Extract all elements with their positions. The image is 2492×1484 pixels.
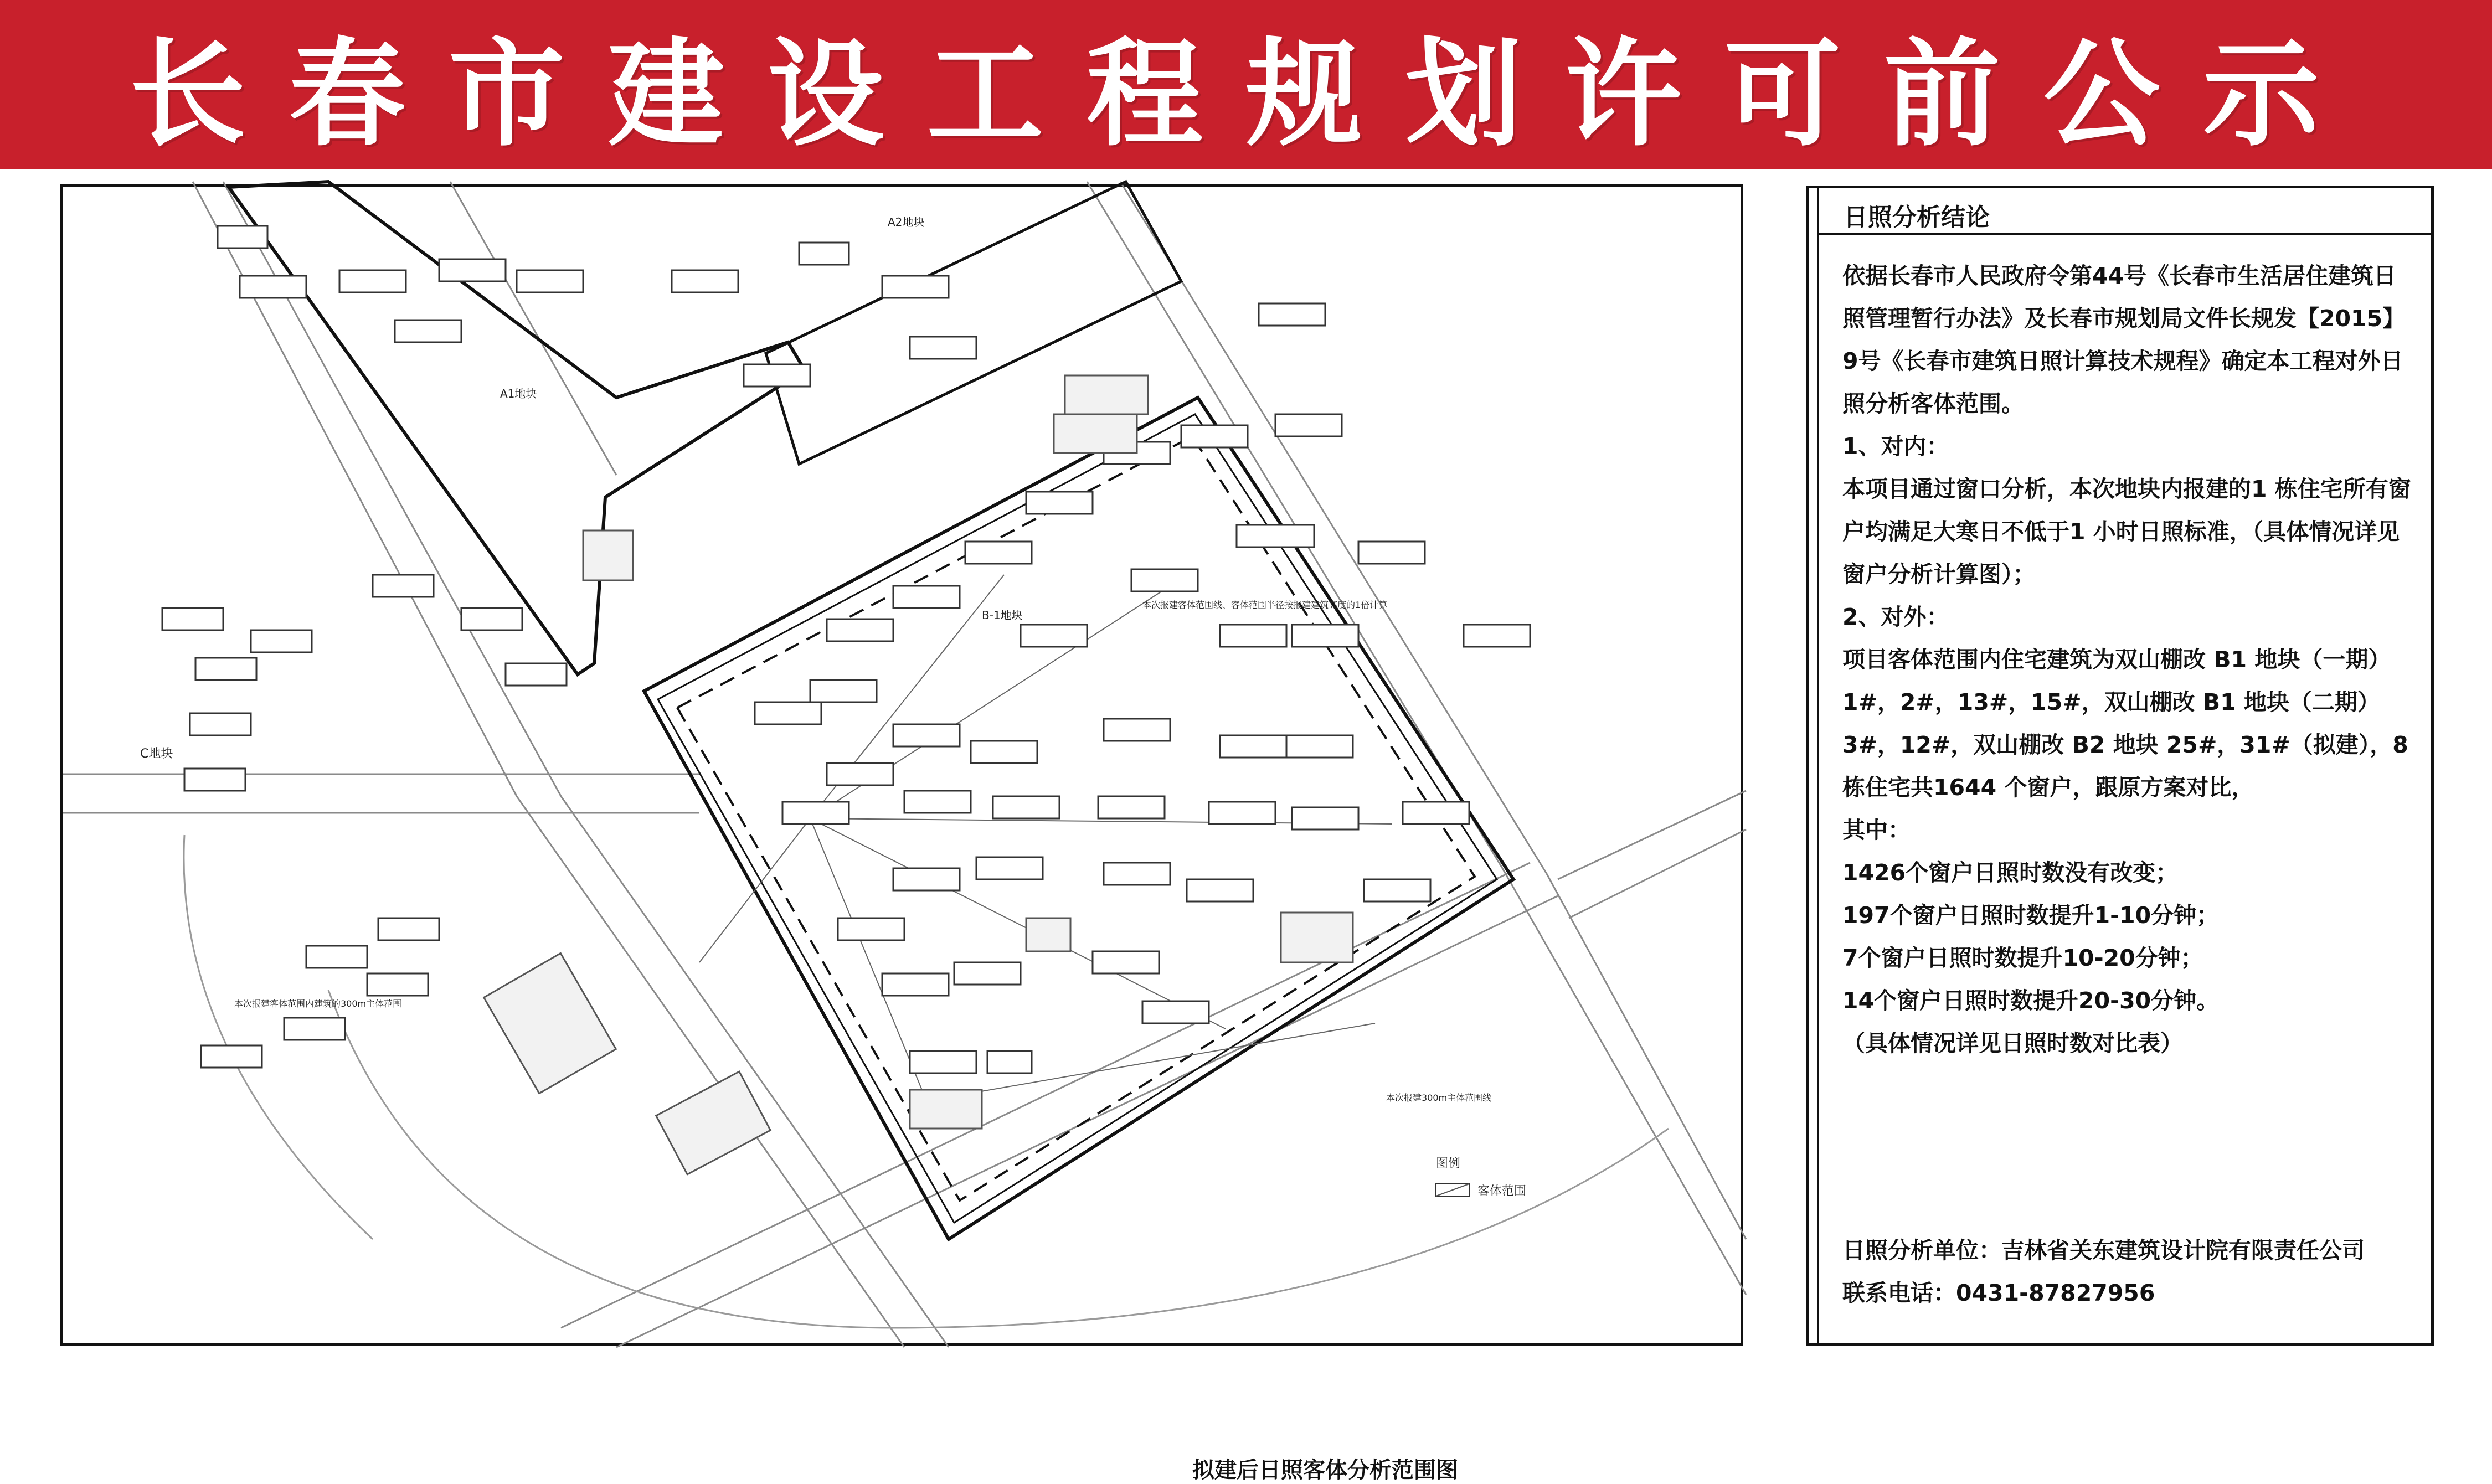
contact-phone: 联系电话：0431-87827956 bbox=[1842, 1280, 2155, 1306]
label-b1-plot: B-1地块 bbox=[982, 609, 1023, 622]
banner-title: 长春市建设工程规划许可前公示 bbox=[129, 26, 2362, 162]
label-scope-note-left: 本次报建客体范围内建筑的300m主体范围 bbox=[234, 998, 402, 1009]
paragraph-internal-heading: 1、对内： bbox=[1842, 433, 1949, 460]
panel-inner-border bbox=[1817, 188, 1819, 1343]
panel-body bbox=[1842, 255, 2418, 1065]
paragraph-unchanged: 1426个窗户日照时数没有改变； bbox=[1842, 859, 2179, 886]
paragraph-increase-20-30: 14个窗户日照时数提升20-30分钟。 bbox=[1842, 987, 2220, 1014]
map-legend bbox=[1436, 1157, 1526, 1198]
panel-footer bbox=[1842, 1229, 2418, 1315]
site-plan-drawing bbox=[63, 187, 1741, 1343]
analysis-unit: 日照分析单位：吉林省关东建筑设计院有限责任公司 bbox=[1842, 1237, 2365, 1264]
label-c-plot: C地块 bbox=[140, 747, 173, 761]
legend-item-label: 客体范围 bbox=[1477, 1184, 1527, 1198]
a1-plot-outline bbox=[229, 182, 805, 674]
site-plan-map bbox=[60, 184, 1743, 1483]
title-banner bbox=[0, 0, 2492, 169]
label-scope-note-lower: 本次报建300m主体范围线 bbox=[1386, 1093, 1492, 1103]
panel-title: 日照分析结论 bbox=[1844, 203, 1990, 231]
paragraph-among: 其中： bbox=[1842, 817, 1911, 843]
paragraph-internal-detail: 本项目通过窗口分析，本次地块内报建的1 栋住宅所有窗户均满足大寒日不低于1 小时日照标准，（具体情况详见窗户分析计算图）； bbox=[1842, 476, 2411, 588]
paragraph-increase-1-10: 197个窗户日照时数提升1-10分钟； bbox=[1842, 902, 2220, 929]
paragraph-external-detail: 项目客体范围内住宅建筑为双山棚改 B1 地块（一期）1#，2#，13#，15#，双山棚改 B1 地块（二期）3#，12#，双山棚改 B2 地块 25#，31#（拟建），8 栋住宅共1644 个窗户，跟原方案对比， bbox=[1842, 646, 2408, 801]
paragraph-see-table: （具体情况详见日照时数对比表） bbox=[1842, 1030, 2183, 1057]
road-lines bbox=[63, 182, 1746, 1347]
b1-site-outline bbox=[644, 398, 1513, 1239]
paragraph-external-heading: 2、对外： bbox=[1842, 604, 1949, 630]
paragraph-basis: 依据长春市人民政府令第44号《长春市生活居住建筑日照管理暂行办法》及长春市规划局文件长规发【2015】9号《长春市建筑日照计算技术规程》确定本工程对外日照分析客体范围。 bbox=[1842, 262, 2406, 417]
label-a2-plot: A2地块 bbox=[888, 215, 925, 229]
label-a1-plot: A1地块 bbox=[500, 387, 537, 400]
label-scope-note-upper: 本次报建客体范围线、客体范围半径按报建建筑高度的1倍计算 bbox=[1142, 600, 1388, 610]
panel-header bbox=[1819, 188, 2431, 235]
conclusion-panel bbox=[1806, 186, 2434, 1346]
legend-title: 图例 bbox=[1436, 1157, 1461, 1171]
map-caption: 拟建后日照客体分析范围图 bbox=[1192, 1457, 1458, 1483]
paragraph-increase-10-20: 7个窗户日照时数提升10-20分钟； bbox=[1842, 945, 2203, 971]
